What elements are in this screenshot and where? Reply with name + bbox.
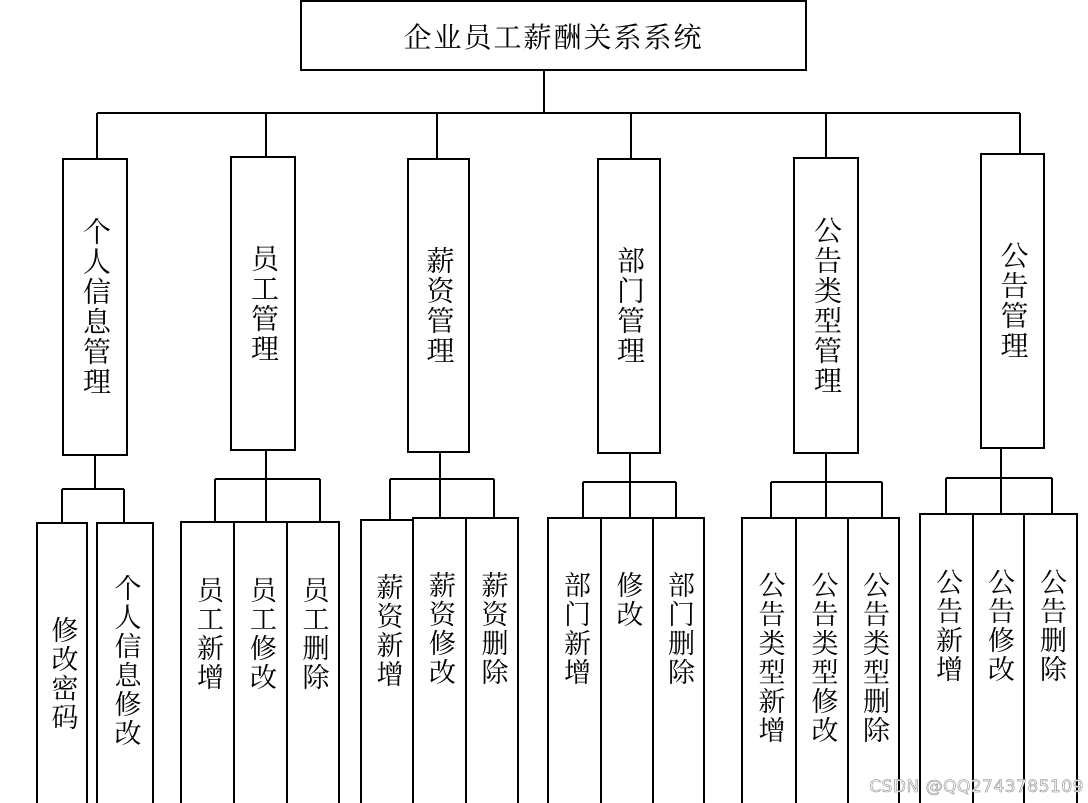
leaf-label: 员工修改 [245, 576, 276, 692]
leaf-box-change-password [36, 522, 88, 803]
leaf-label: 修改密码 [46, 616, 78, 732]
leaf-box-employee-delete [286, 521, 340, 803]
leaf-label: 薪资修改 [424, 571, 455, 687]
leaf-label: 公告修改 [983, 568, 1014, 684]
root-title: 企业员工薪酬关系系统 [403, 20, 704, 54]
leaf-box-notice-type-delete [847, 517, 900, 803]
leaf-label: 员工新增 [192, 576, 223, 692]
module-label-department: 部门管理 [613, 246, 646, 366]
leaf-label: 公告类型新增 [753, 571, 785, 745]
leaf-label: 薪资新增 [371, 573, 403, 689]
leaf-box-department-add [547, 517, 602, 803]
leaf-label: 薪资删除 [476, 571, 508, 687]
leaf-box-notice-add [919, 513, 974, 803]
leaf-box-department-delete [652, 517, 705, 803]
leaf-label: 员工删除 [297, 576, 329, 692]
leaf-box-employee-add [180, 521, 235, 803]
leaf-label: 个人信息修改 [109, 574, 141, 748]
leaf-label: 部门删除 [663, 571, 694, 687]
module-box-employee [230, 156, 296, 451]
leaf-label: 公告删除 [1035, 568, 1066, 684]
leaf-box-notice-type-add [741, 517, 797, 803]
module-box-salary [407, 158, 470, 453]
leaf-box-personal-info-edit [96, 522, 154, 803]
module-label-notice-type: 公告类型管理 [810, 215, 843, 396]
module-label-personal-info: 个人信息管理 [79, 217, 112, 397]
leaf-box-employee-edit [233, 521, 288, 803]
watermark: CSDN @QQ2743785109 [869, 777, 1084, 797]
module-label-salary: 薪资管理 [422, 245, 456, 366]
module-box-notice [980, 153, 1045, 449]
leaf-label: 修改 [611, 571, 643, 629]
module-label-employee: 员工管理 [247, 243, 280, 364]
module-box-notice-type [793, 157, 859, 454]
module-label-notice: 公告管理 [996, 241, 1030, 361]
leaf-box-department-edit [600, 517, 654, 803]
leaf-box-salary-delete [465, 517, 519, 803]
module-box-department [597, 158, 661, 454]
module-box-personal-info [62, 158, 128, 456]
root-title-box [300, 0, 807, 71]
leaf-label: 公告类型删除 [858, 571, 889, 745]
leaf-label: 公告新增 [931, 568, 962, 684]
leaf-box-notice-edit [972, 513, 1025, 803]
leaf-label: 部门新增 [559, 571, 590, 687]
leaf-box-notice-type-edit [795, 517, 849, 803]
leaf-box-salary-edit [412, 517, 467, 803]
leaf-box-notice-delete [1023, 513, 1078, 803]
leaf-box-salary-add [360, 519, 414, 803]
leaf-label: 公告类型修改 [806, 571, 838, 745]
